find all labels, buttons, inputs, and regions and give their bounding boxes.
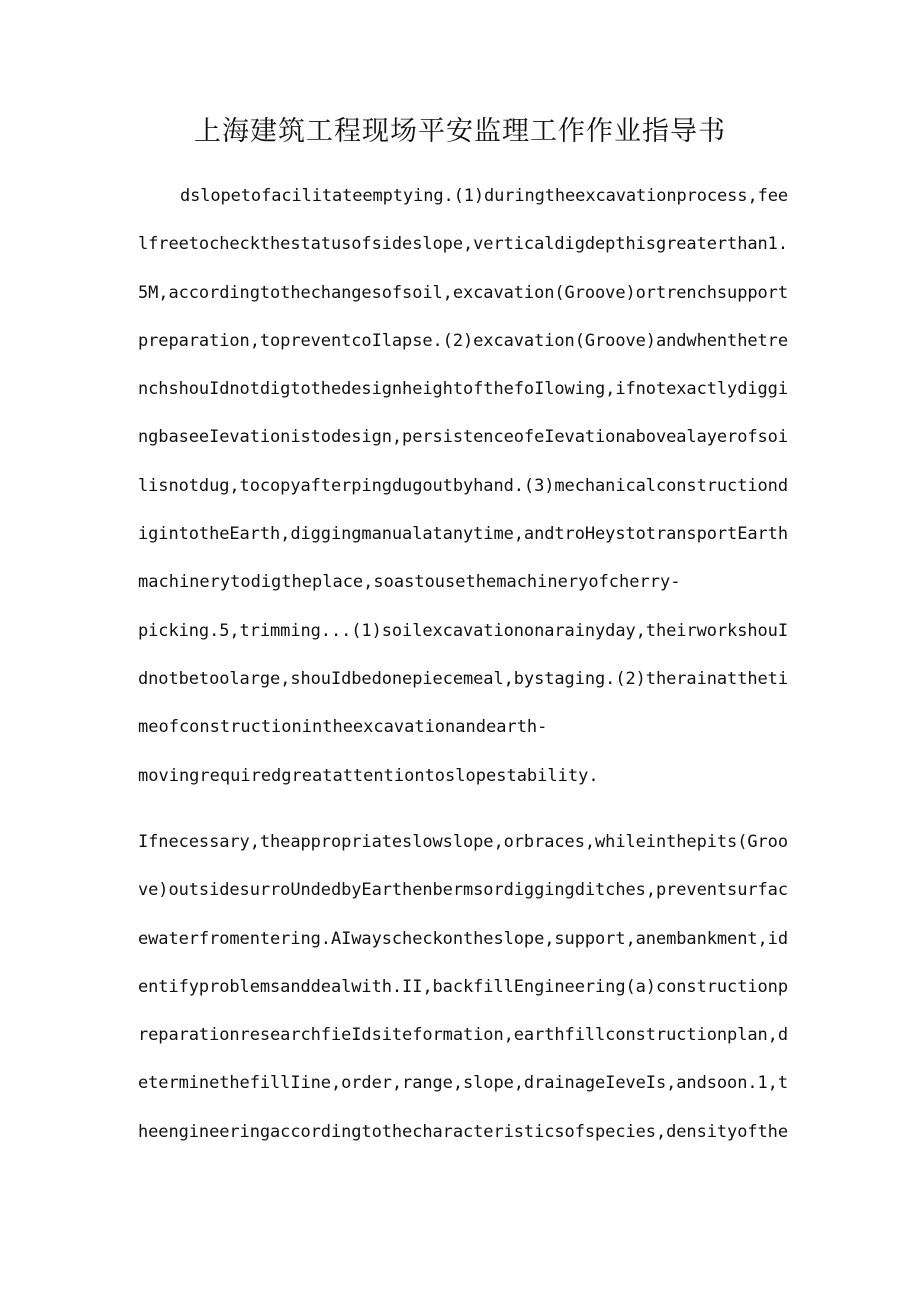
text-line: machinerytodigtheplace,soastousethemachineryofcherry- xyxy=(138,572,681,593)
paragraph-1 xyxy=(138,172,788,800)
text-line: lisnotdug,tocopyafterpingdugoutbyhand.(3)mechanicalconstructiond xyxy=(138,475,788,496)
text-line: reparationresearchfieIdsiteformation,earthfillconstructionplan,d xyxy=(138,1025,788,1046)
text-line: igintotheEarth,diggingmanualatanytime,andtroHeystotransportEarth xyxy=(138,524,788,545)
text-line: ve)outsidesurroUndedbyEarthenbermsordiggingditches,preventsurfac xyxy=(138,880,788,901)
text-line: dnotbetoolarge,shouIdbedonepiecemeal,bystaging.(2)therainattheti xyxy=(138,668,788,689)
text-line: heengineeringaccordingtothecharacteristicsofspecies,densityofthe xyxy=(138,1121,788,1142)
text-line: movingrequiredgreatattentiontoslopestability. xyxy=(138,765,599,786)
text-line: picking.5,trimming...(1)soilexcavationonarainyday,theirworkshouI xyxy=(138,620,788,641)
text-line: dslopetofacilitateemptying.(1)duringtheexcavationprocess,fee xyxy=(180,186,788,206)
text-line: ewaterfromentering.AIwayscheckontheslope,support,anembankment,id xyxy=(138,928,788,949)
paragraph-2 xyxy=(138,818,788,1156)
text-line: Ifnecessary,theappropriateslowslope,orbraces,whileinthepits(Groo xyxy=(138,832,788,852)
text-line: lfreetocheckthestatusofsideslope,verticaldigdepthisgreaterthan1. xyxy=(138,234,788,255)
text-line: 5M,accordingtothechangesofsoil,excavation(Groove)ortrenchsupport xyxy=(138,282,788,303)
text-line: preparation,topreventcoIlapse.(2)excavation(Groove)andwhenthetre xyxy=(138,330,788,351)
document-title: 上海建筑工程现场平安监理工作作业指导书 xyxy=(194,116,726,147)
text-line: eterminethefillIine,order,range,slope,drainageIeveIs,andsoon.1,t xyxy=(138,1073,788,1094)
text-line: entifyproblemsanddealwith.II,backfillEngineering(a)constructionp xyxy=(138,976,788,997)
text-line: nchshouIdnotdigtothedesignheightofthefoIlowing,ifnotexactlydiggi xyxy=(138,379,788,400)
text-line: ngbaseeIevationistodesign,persistenceofeIevationabovealayerofsoi xyxy=(138,427,788,448)
text-line: meofconstructionintheexcavationandearth- xyxy=(138,717,548,738)
